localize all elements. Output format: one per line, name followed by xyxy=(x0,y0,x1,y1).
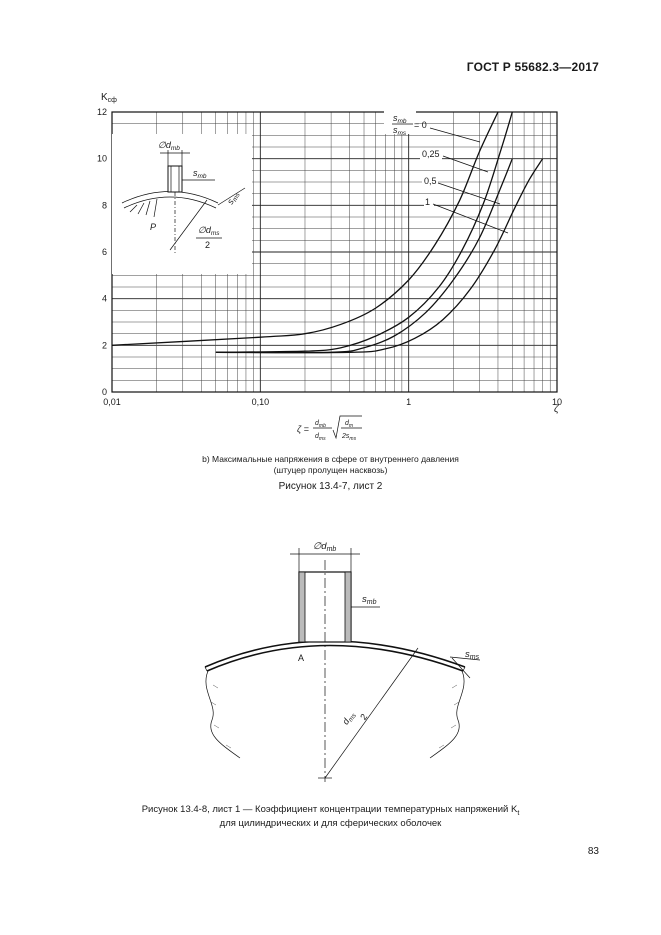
legend-label-1: 1 xyxy=(425,197,431,207)
svg-text:2sms: $2s_{ms}$ xyxy=(342,433,357,442)
y-tick-label: 2 xyxy=(101,340,107,351)
x-tick-label: 10 xyxy=(551,397,563,407)
x-tick-label: 1 xyxy=(406,397,412,407)
legend-label-025: 0,25 xyxy=(422,149,440,159)
page-number: 83 xyxy=(587,846,599,857)
zeta-formula xyxy=(297,416,362,442)
svg-text:sms: $s_{ms}$ xyxy=(393,125,407,137)
fig2-smb-label: $s_{mb}$ xyxy=(362,594,377,606)
svg-text:dmb: $d_{mb}$ xyxy=(315,420,326,429)
y-tick-label: 12 xyxy=(96,107,107,117)
x-tick-label: 0,01 xyxy=(103,397,121,407)
figure2-caption-line2: для цилиндрических и для сферических оболочек xyxy=(219,818,442,829)
svg-text:∅dms: $\emptyset d_{ms}$ xyxy=(198,225,220,237)
y-tick-label: 4 xyxy=(101,293,107,304)
y-tick-label: 6 xyxy=(101,247,107,257)
legend-label-05: 0,5 xyxy=(424,176,437,186)
svg-text:dms: $d_{ms}$ xyxy=(340,712,359,727)
svg-text:= 0: = 0 xyxy=(414,120,427,130)
chart-caption-line2: (штуцер пролущен насквозь) xyxy=(273,465,388,475)
svg-text:∅dmb: $\emptyset d_{mb}$ xyxy=(158,140,180,152)
svg-text:smb: $s_{mb}$ xyxy=(193,168,207,180)
chart-caption-line1: b) Максимальные напряжения в сфере от внутреннего давления xyxy=(202,454,459,464)
svg-text:2: 2 xyxy=(205,240,211,250)
y-axis-label: $K_{сф}$ xyxy=(101,92,117,104)
svg-text:2: 2 xyxy=(358,711,370,722)
x-axis-label: ζ xyxy=(554,404,559,415)
nozzle-drawing xyxy=(0,530,661,800)
fig2-a-label: A xyxy=(298,653,305,663)
svg-text:P: P xyxy=(150,222,157,232)
svg-text:sms: $s_{ms}$ xyxy=(224,191,242,206)
x-tick-label: 0,10 xyxy=(251,397,270,407)
series-line-3 xyxy=(216,159,543,353)
fig2-sms-label: $s_{ms}$ xyxy=(465,649,480,661)
document-code: ГОСТ Р 55682.3—2017 xyxy=(466,60,599,74)
y-tick-label: 8 xyxy=(101,200,107,211)
chart-inset-sketch xyxy=(112,134,252,274)
fig2-d-label: $\emptyset d_{mb}$ xyxy=(313,541,337,553)
svg-text:ζ =: ζ = xyxy=(297,424,309,434)
figure2-caption-line1: Рисунок 13.4-8, лист 1 — Коэффициент концентрации температурных напряжений $K_t$ xyxy=(141,804,520,817)
figure1-caption: Рисунок 13.4-7, лист 2 xyxy=(278,481,383,492)
svg-text:dm: $d_m$ xyxy=(345,420,354,429)
y-tick-label: 10 xyxy=(96,153,107,164)
svg-text:dms: $d_{ms}$ xyxy=(315,433,326,442)
kcf-chart xyxy=(0,0,661,450)
fig2-dms-label xyxy=(340,705,369,733)
y-tick-label: 0 xyxy=(101,387,107,397)
svg-text:smb: $s_{mb}$ xyxy=(393,113,407,125)
